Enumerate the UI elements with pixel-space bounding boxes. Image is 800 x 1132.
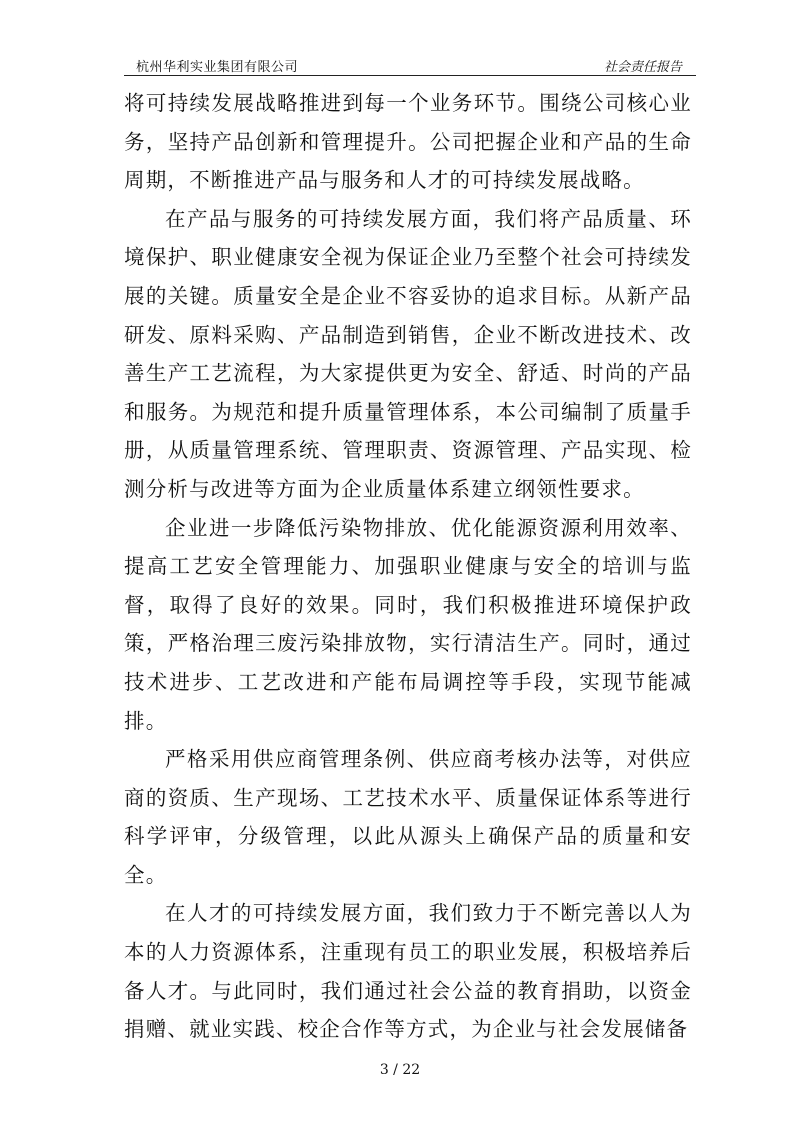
paragraph-talent: 在人才的可持续发展方面，我们致力于不断完善以人为本的人力资源体系，注重现有员工的职业发展，积极培养后备人才。与此同时，我们通过社会公益的教育捐助，以资金捐赠、就业实践、校企合作等方式，为企业与社会发展储备 (124, 901, 692, 1042)
report-title: 社会责任报告 (603, 60, 682, 75)
paragraph-product-service: 在产品与服务的可持续发展方面，我们将产品质量、环境保护、职业健康安全视为保证企业乃至整个社会可持续发展的关键。质量安全是企业不容妥协的追求目标。从新产品研发、原料采购、产品制造到销售，企业不断改进技术、改善生产工艺流程，为大家提供更为安全、舒适、时尚的产品和服务。为规范和提升质量管理体系，本公司编制了质量手册，从质量管理系统、管理职责、资源管理、产品实现、检测分析与改进等方面为企业质量体系建立纲领性要求。 (124, 206, 692, 501)
paragraph-continuation: 将可持续发展战略推进到每一个业务环节。围绕公司核心业务，坚持产品创新和管理提升。公司把握企业和产品的生命周期，不断推进产品与服务和人才的可持续发展战略。 (124, 91, 692, 193)
paragraph-suppliers: 严格采用供应商管理条例、供应商考核办法等，对供应商的资质、生产现场、工艺技术水平、质量保证体系等进行科学评审，分级管理，以此从源头上确保产品的质量和安全。 (124, 747, 692, 887)
page-header (124, 53, 696, 76)
document-body (124, 84, 692, 1049)
company-name: 杭州华利实业集团有限公司 (136, 60, 299, 75)
paragraph-emissions: 企业进一步降低污染物排放、优化能源资源利用效率、提高工艺安全管理能力、加强职业健康与安全的培训与监督，取得了良好的效果。同时，我们积极推进环境保护政策，严格治理三废污染排放物，实行清洁生产。同时，通过技术进步、工艺改进和产能布局调控等手段，实现节能减排。 (124, 515, 692, 733)
page-number: 3 / 22 (379, 1062, 421, 1078)
